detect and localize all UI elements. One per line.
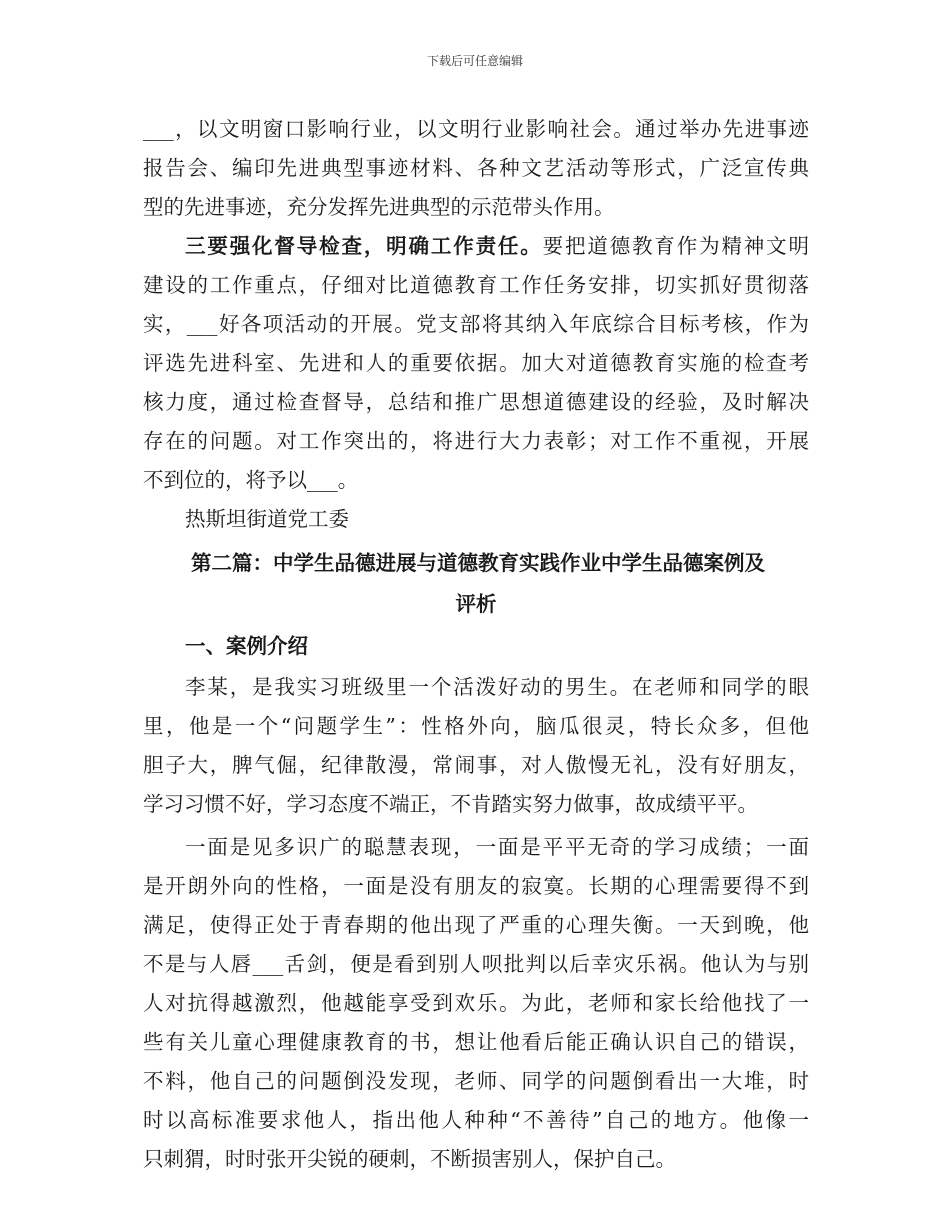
- text-line: 时以高标准要求他人，指出他人种种“不善待”自己的地方。他像一: [143, 1108, 809, 1132]
- paragraph-civilization: [143, 110, 809, 227]
- article-title: [143, 543, 809, 625]
- text-line: 报告会、编印先进典型事迹材料、各种文艺活动等形式，广泛宣传典: [143, 156, 809, 180]
- document-body: [143, 110, 809, 1179]
- text-line: 人对抗得越激烈，他越能享受到欢乐。为此，老师和家长给他找了一: [143, 991, 809, 1015]
- text-line: 些有关儿童心理健康教育的书，想让他看后能正确认识自己的错误，: [143, 1030, 809, 1054]
- section-heading: 一、案例介绍: [185, 634, 308, 658]
- text-line: 不料，他自己的问题倒没发现，老师、同学的问题倒看出一大堆，时: [143, 1069, 809, 1093]
- title-line: 评析: [455, 592, 497, 616]
- text-line: 存在的问题。对工作突出的，将进行大力表彰；对工作不重视，开展: [143, 429, 809, 453]
- text-line: 里，他是一个“问题学生”：性格外向，脑瓜很灵，特长众多，但他: [143, 714, 809, 738]
- paragraph-case-intro: [143, 668, 809, 824]
- text-line: 评选先进科室、先进和人的重要依据。加大对道德教育实施的检查考: [143, 351, 809, 375]
- text-line: 李某，是我实习班级里一个活泼好动的男生。在老师和同学的眼: [185, 675, 809, 699]
- text-line: 核力度，通过检查督导，总结和推广思想道德建设的经验，及时解决: [143, 390, 809, 414]
- text-line: 满足，使得正处于青春期的他出现了严重的心理失衡。一天到晚，他: [143, 913, 809, 937]
- text-line: 建设的工作重点，仔细对比道德教育工作任务安排，切实抓好贯彻落: [143, 273, 809, 297]
- text-line: 只刺猬，时时张开尖锐的硬刺，不断损害别人，保护自己。: [143, 1147, 676, 1171]
- text-line: 不是与人唇___舌剑，便是看到别人呗批判以后幸灾乐祸。他认为与别: [143, 952, 809, 976]
- text-line: [143, 227, 809, 266]
- paragraph-case-detail: [143, 828, 809, 1179]
- text-line: 实，___好各项活动的开展。党支部将其纳入年底综合目标考核，作为: [143, 312, 809, 336]
- paragraph-supervision: [143, 227, 809, 500]
- signature: 热斯坦街道党工委: [185, 507, 349, 531]
- text-span: 要把道德教育作为精神文明: [542, 234, 810, 258]
- page-header-note: 下载后可任意编辑: [426, 54, 523, 68]
- text-line: 学习习惯不好，学习态度不端正，不肯踏实努力做事，故成绩平平。: [143, 792, 758, 816]
- text-line: 型的先进事迹，充分发挥先进典型的示范带头作用。: [143, 195, 615, 219]
- text-line: 不到位的，将予以___。: [143, 468, 359, 492]
- text-line: 胆子大，脾气倔，纪律散漫，常闹事，对人傲慢无礼，没有好朋友，: [143, 753, 809, 777]
- text-line: 是开朗外向的性格，一面是没有朋友的寂寞。长期的心理需要得不到: [143, 874, 809, 898]
- title-line: 第二篇：中学生品德进展与道德教育实践作业中学生品德案例及: [191, 551, 765, 575]
- text-line: 一面是见多识广的聪慧表现，一面是平平无奇的学习成绩；一面: [185, 835, 809, 859]
- bold-lead-sentence: 三要强化督导检查，明确工作责任。: [185, 234, 543, 258]
- text-line: ___，以文明窗口影响行业，以文明行业影响社会。通过举办先进事迹: [143, 117, 809, 141]
